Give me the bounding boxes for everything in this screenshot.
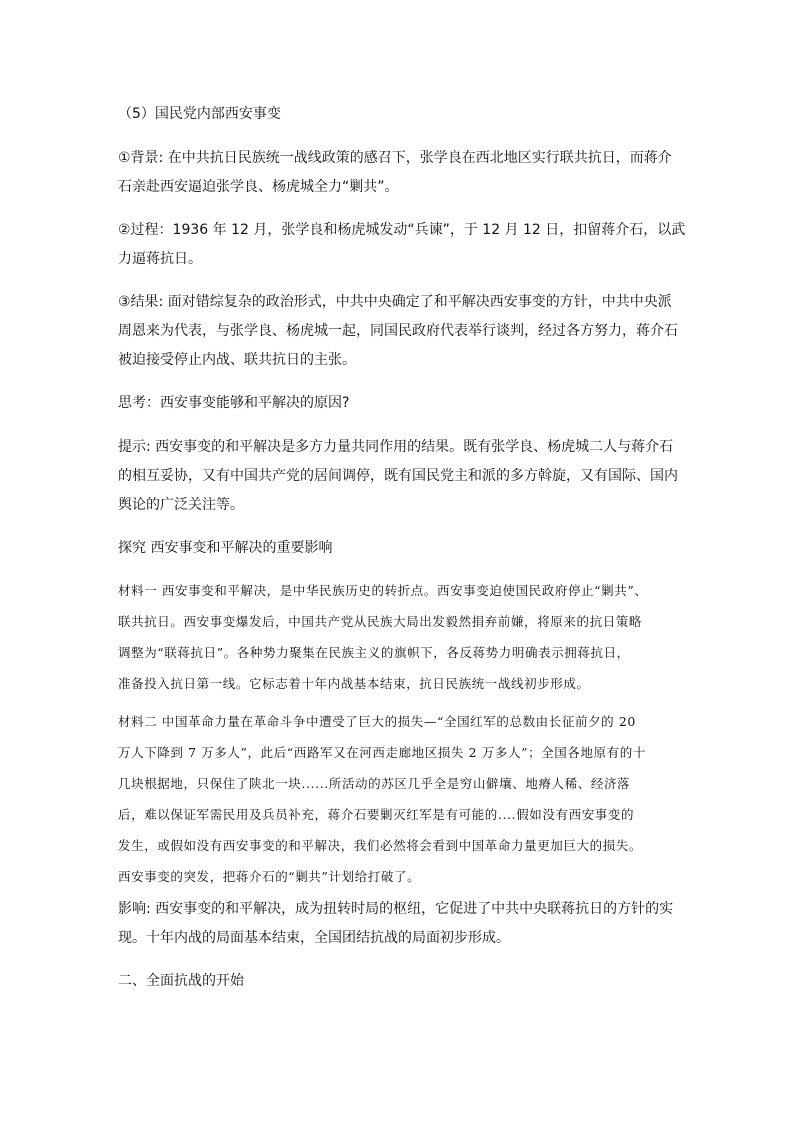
process-line-2: 力逼蒋抗日。 <box>118 251 202 267</box>
hint-line-1: 提示: 西安事变的和平解决是多方力量共同作用的结果。既有张学良、杨虎城二人与蒋介石 <box>118 439 674 455</box>
impact-line-2: 现。十年内战的局面基本结束，全国团结抗战的局面初步形成。 <box>118 930 510 946</box>
impact-line-1: 影响: 西安事变的和平解决，成为扭转时局的枢纽，它促进了中共中央联蒋抗日的方针的实 <box>118 901 674 917</box>
material1-line-4: 准备投入抗日第一线。它标志着十年内战基本结束，抗日民族统一战线初步形成。 <box>118 676 590 691</box>
material2-line-3: 几块根据地，只保住了陕北一块......所活动的苏区几乎全是穷山僻壤、地瘠人稀、经济落 <box>118 776 631 791</box>
background-line-2: 石亲赴西安逼迫张学良、杨虎城全力“剿共”。 <box>118 179 399 195</box>
material2-line-5: 发生，或假如没有西安事变的和平解决，我们必然将会看到中国革命力量更加巨大的损失。 <box>118 838 643 853</box>
result-line-1: ③结果: 面对错综复杂的政治形式，中共中央确定了和平解决西安事变的方针，中共中央派 <box>118 294 672 310</box>
paragraph-explore <box>118 534 678 563</box>
hint-line-2: 的相互妥协，又有中国共产党的居间调停，既有国民党主和派的多方斡旋，又有国际、国内 <box>118 468 678 484</box>
paragraph-impact <box>118 895 678 953</box>
paragraph-result <box>118 288 678 375</box>
paragraph-process <box>118 216 686 274</box>
material1-line-3: 调整为“联蒋抗日”。各种势力聚集在民族主义的旗帜下，各反蒋势力明确表示拥蒋抗日， <box>118 645 630 660</box>
section-heading-xian-incident <box>118 100 678 129</box>
hint-line-3: 舆论的广泛关注等。 <box>118 497 244 513</box>
thinking-question: 思考：西安事变能够和平解决的原因? <box>118 395 350 411</box>
paragraph-background <box>118 144 678 202</box>
result-line-3: 被迫接受停止内战、联共抗日的主张。 <box>118 352 356 368</box>
paragraph-hint <box>118 433 678 520</box>
explore-title: 探究 西安事变和平解决的重要影响 <box>118 540 333 556</box>
material2-line-6: 西安事变的突发，把蒋介石的“剿共”计划给打破了。 <box>118 869 421 884</box>
section-heading-full-war <box>118 967 678 996</box>
material2-line-2: 万人下降到 7 万多人”，此后“西路军又在河西走廊地区损失 2 万多人”；全国各地原有的十 <box>118 745 646 760</box>
background-line-1: ①背景: 在中共抗日民族统一战线政策的感召下，张学良在西北地区实行联共抗日，而蒋介 <box>118 150 672 166</box>
paragraph-material-1 <box>118 575 678 699</box>
process-line-1: ②过程：1936 年 12 月，张学良和杨虎城发动“兵谏”，于 12 月 12 日，扣留蒋介石，以武 <box>118 222 686 238</box>
section-heading-text: （5）国民党内部西安事变 <box>118 106 281 122</box>
section2-title: 二、全面抗战的开始 <box>118 973 244 989</box>
paragraph-material-2 <box>118 706 678 892</box>
result-line-2: 周恩来为代表，与张学良、杨虎城一起，同国民政府代表举行谈判，经过各方努力，蒋介石 <box>118 323 678 339</box>
paragraph-thinking <box>118 389 678 418</box>
material1-line-2: 联共抗日。西安事变爆发后，中国共产党从民族大局出发毅然捐弃前嫌，将原来的抗日策略 <box>118 614 643 629</box>
material1-line-1: 材料一 西安事变和平解决，是中华民族历史的转折点。西安事变迫使国民政府停止“剿共”、 <box>118 583 648 598</box>
material2-line-1: 材料二 中国革命力量在革命斗争中遭受了巨大的损失—“全国红军的总数由长征前夕的 20 <box>118 714 636 729</box>
material2-line-4: 后，难以保证军需民用及兵员补充，蒋介石要剿灭红军是有可能的....假如没有西安事变的 <box>118 807 635 822</box>
